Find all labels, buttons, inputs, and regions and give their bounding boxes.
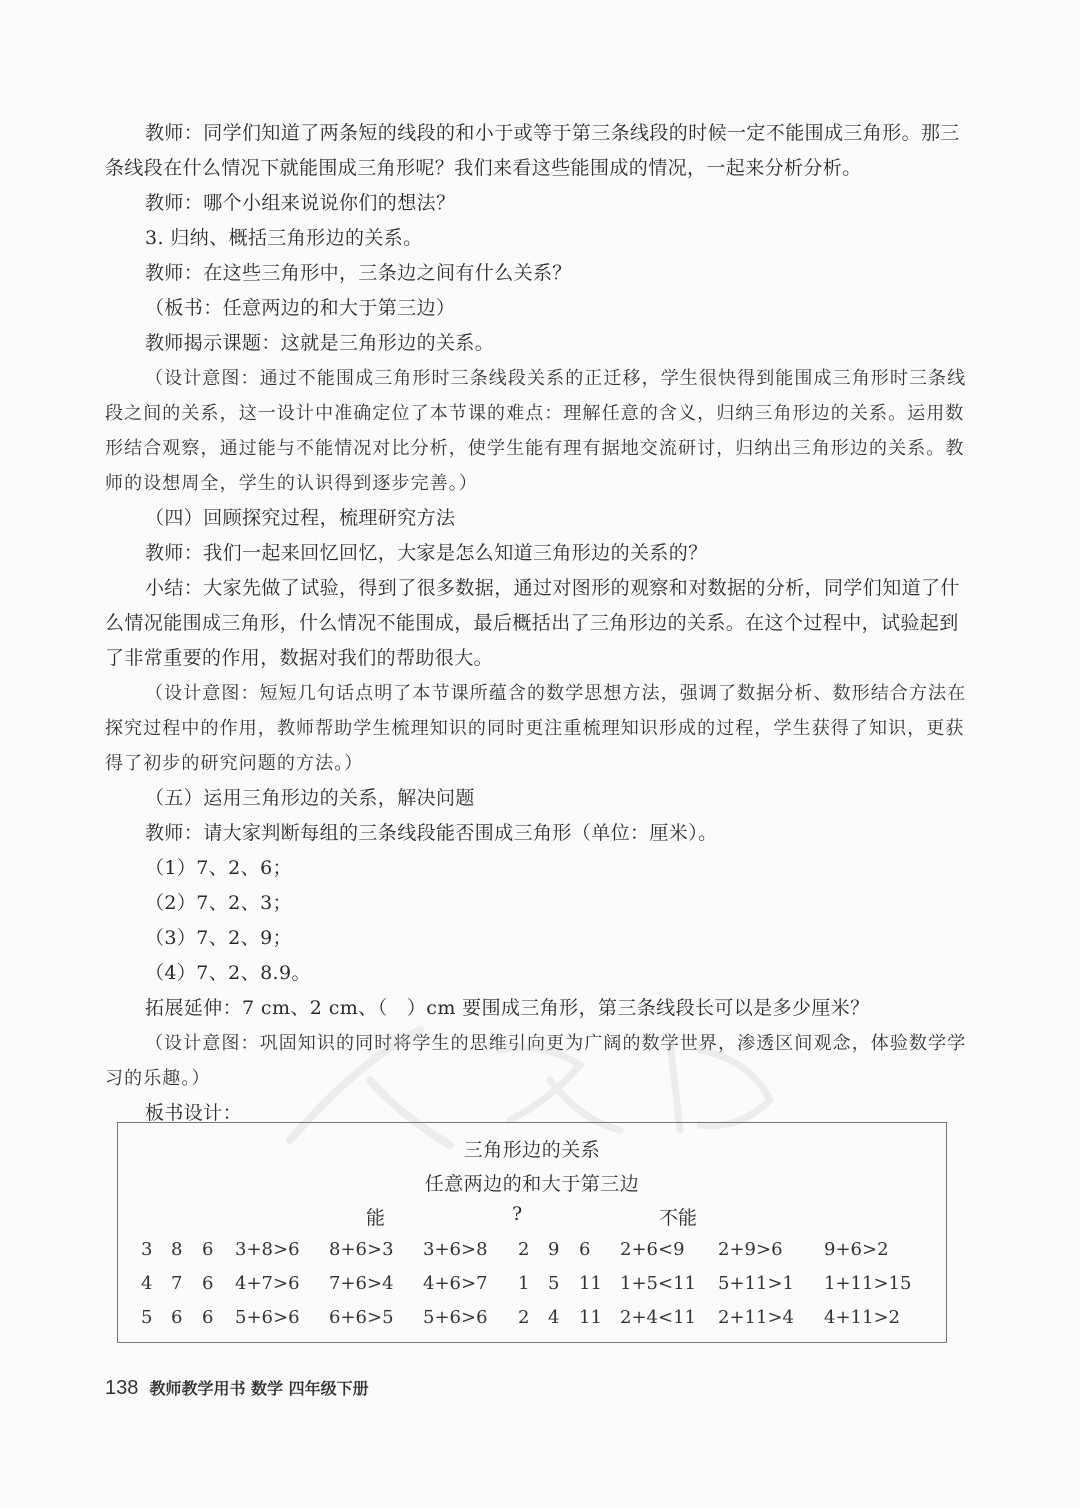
- board-cell: 5+6>6: [235, 1307, 300, 1328]
- paragraph-board-note: （板书：任意两边的和大于第三边）: [145, 297, 456, 319]
- board-cell: 7+6>4: [329, 1273, 394, 1294]
- board-subtitle: 任意两边的和大于第三边: [424, 1173, 640, 1195]
- board-cell: 2: [518, 1307, 530, 1328]
- paragraph-design-intent-2: （设计意图：短短几句话点明了本节课所蕴含的数学思想方法，强调了数据分析、数形结合方法在探究过程中的作用，教师帮助学生梳理知识的同时更注重梳理知识形成的过程，学生获得了知识，更获得了初步的研究问题的方法。）: [105, 683, 967, 774]
- board-cell: 9+6>2: [824, 1239, 889, 1260]
- paragraph-teacher-recall: 教师：我们一起来回忆回忆，大家是怎么知道三角形边的关系的？: [145, 542, 708, 564]
- paragraph-teacher-judge: 教师：请大家判断每组的三条线段能否围成三角形（单位：厘米）。: [145, 822, 718, 844]
- board-cell: 8+6>3: [329, 1239, 394, 1260]
- book-title: 教师教学用书 数学 四年级下册: [149, 1379, 369, 1398]
- board-cell: 2+11>4: [718, 1307, 794, 1328]
- board-heading-question: ?: [512, 1203, 523, 1225]
- board-cell: 5: [548, 1273, 560, 1294]
- board-cell: 6: [579, 1239, 591, 1260]
- board-cell: 4: [548, 1307, 560, 1328]
- exercise-item-3: （3）7、2、9；: [145, 927, 292, 949]
- section-heading-5: （五）运用三角形边的关系，解决问题: [145, 787, 475, 809]
- board-cell: 1+11>15: [824, 1273, 912, 1294]
- board-heading-cannot: 不能: [659, 1207, 698, 1229]
- board-cell: 6: [171, 1307, 183, 1328]
- board-cell: 6+6>5: [329, 1307, 394, 1328]
- board-cell: 4+11>2: [824, 1307, 900, 1328]
- paragraph-teacher-relation: 教师：在这些三角形中，三条边之间有什么关系？: [145, 262, 572, 284]
- board-cell: 1: [518, 1273, 530, 1294]
- board-cell: 3+6>8: [423, 1239, 488, 1260]
- paragraph-design-intent-1: （设计意图：通过不能围成三角形时三条线段关系的正迁移，学生很快得到能围成三角形时三条线段之间的关系，这一设计中准确定位了本节课的难点：理解任意的含义，归纳三角形边的关系。运用数形结合观察，通过能与不能情况对比分析，使学生能有理有据地交流研讨，归纳出三角形边的关系。教师的设想周全，学生的认识得到逐步完善。）: [105, 368, 967, 494]
- page-footer: [105, 1376, 369, 1400]
- board-cell: 5: [141, 1307, 153, 1328]
- board-cell: 8: [171, 1239, 183, 1260]
- board-cell: 4+6>7: [423, 1273, 488, 1294]
- blackboard-design-box: [117, 1122, 947, 1343]
- paragraph-topic-reveal: 教师揭示课题：这就是三角形边的关系。: [145, 332, 495, 354]
- board-cell: 2+9>6: [718, 1239, 783, 1260]
- board-cell: 11: [579, 1307, 602, 1328]
- board-cell: 6: [202, 1273, 214, 1294]
- paragraph-summary: 小结：大家先做了试验，得到了很多数据，通过对图形的观察和对数据的分析，同学们知道了什么情况能围成三角形，什么情况不能围成，最后概括出了三角形边的关系。在这个过程中，试验起到了非常重要的作用，数据对我们的帮助很大。: [105, 577, 960, 669]
- board-cell: 5+6>6: [423, 1307, 488, 1328]
- board-heading-can: 能: [366, 1207, 386, 1229]
- exercise-item-2: （2）7、2、3；: [145, 892, 292, 914]
- body-text: [105, 116, 975, 1131]
- board-cell: 4+7>6: [235, 1273, 300, 1294]
- paragraph-step-3: 3. 归纳、概括三角形边的关系。: [145, 227, 423, 249]
- board-cell: 2+4<11: [620, 1307, 696, 1328]
- paragraph-teacher-intro: 教师：同学们知道了两条短的线段的和小于或等于第三条线段的时候一定不能围成三角形。那三条线段在什么情况下就能围成三角形呢？我们来看这些能围成的情况，一起来分析分析。: [105, 122, 960, 179]
- paragraph-teacher-question: 教师：哪个小组来说说你们的想法？: [145, 192, 456, 214]
- board-cell: 1+5<11: [620, 1273, 696, 1294]
- board-cell: 2: [518, 1239, 530, 1260]
- board-cell: 6: [202, 1239, 214, 1260]
- exercise-item-4: （4）7、2、8.9。: [145, 962, 311, 984]
- board-cell: 3: [141, 1239, 153, 1260]
- board-cell: 4: [141, 1273, 153, 1294]
- board-cell: 3+8>6: [235, 1239, 300, 1260]
- page-number: 138: [105, 1377, 139, 1399]
- section-heading-4: （四）回顾探究过程，梳理研究方法: [145, 507, 456, 529]
- board-cell: 11: [579, 1273, 602, 1294]
- paragraph-design-intent-3: （设计意图：巩固知识的同时将学生的思维引向更为广阔的数学世界，渗透区间观念，体验数学学习的乐趣。）: [105, 1033, 967, 1089]
- paragraph-board-design-label: 板书设计：: [145, 1102, 243, 1124]
- board-cell: 7: [171, 1273, 183, 1294]
- board-cell: 2+6<9: [620, 1239, 685, 1260]
- board-title: 三角形边的关系: [463, 1139, 601, 1161]
- board-cell: 9: [548, 1239, 560, 1260]
- board-cell: 5+11>1: [718, 1273, 794, 1294]
- board-cell: 6: [202, 1307, 214, 1328]
- exercise-item-1: （1）7、2、6；: [145, 857, 292, 879]
- paragraph-extension: 拓展延伸：7 cm、2 cm、（ ）cm 要围成三角形，第三条线段长可以是多少厘米？: [145, 997, 870, 1019]
